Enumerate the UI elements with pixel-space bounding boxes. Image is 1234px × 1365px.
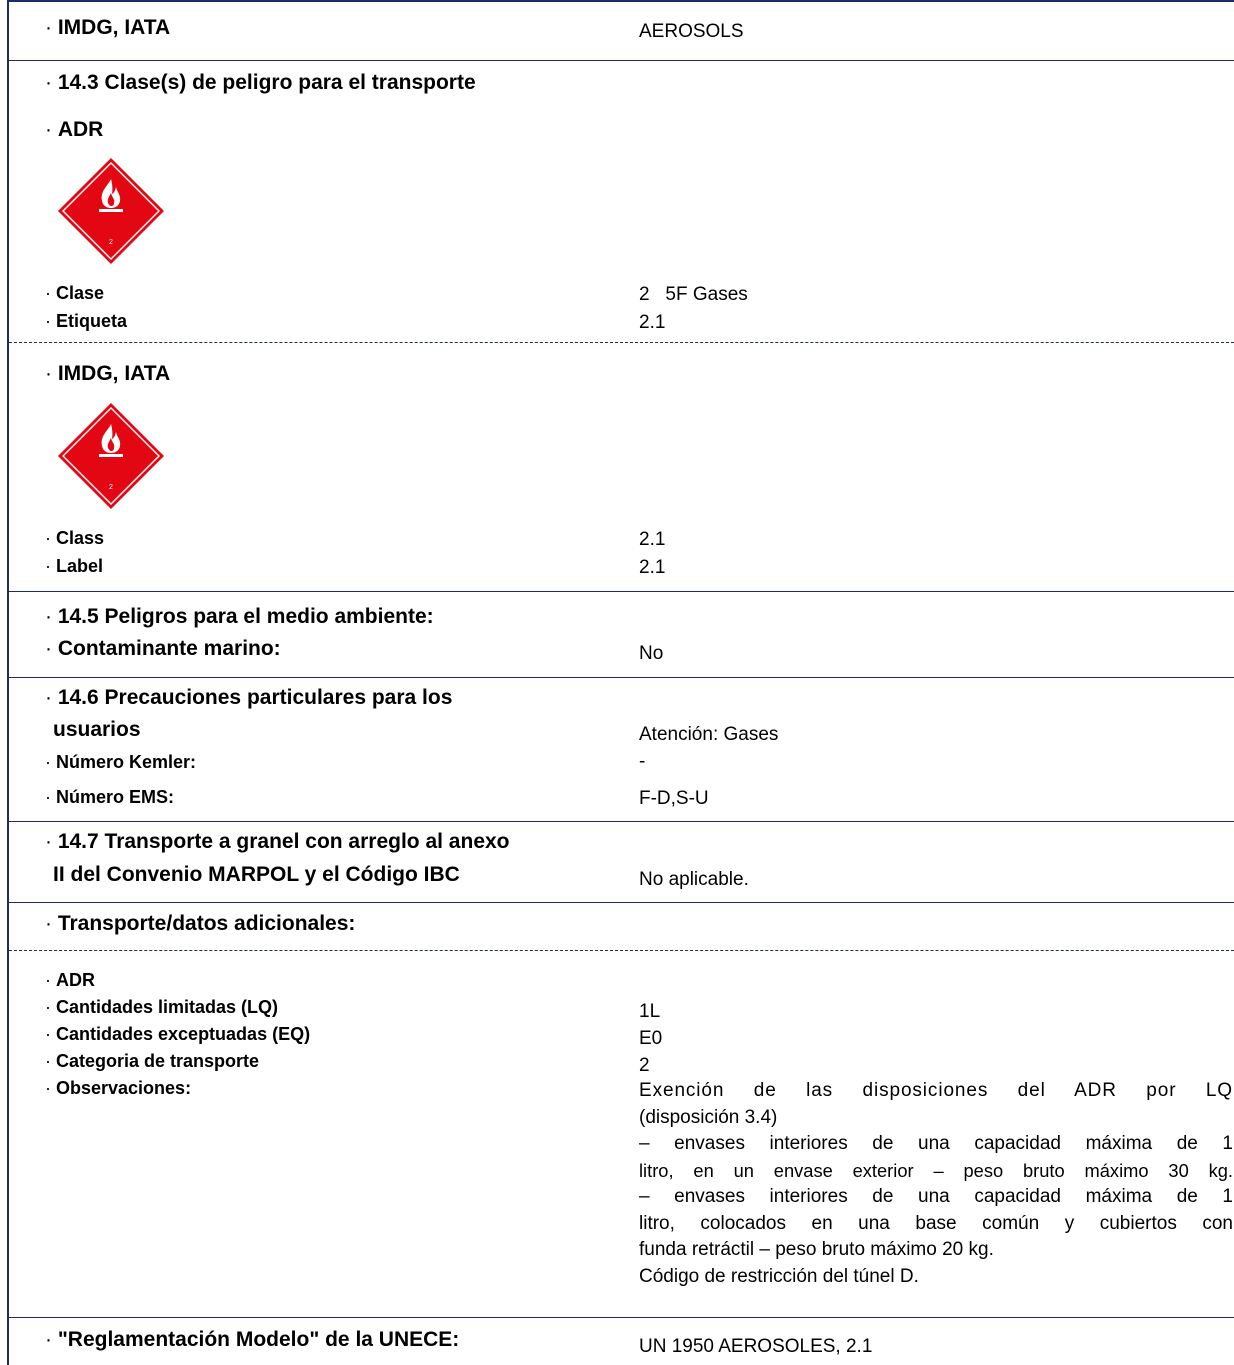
ems-value: F-D,S-U — [639, 788, 709, 809]
obs-line: (disposición 3.4) — [639, 1106, 778, 1128]
ems-label: · Número EMS: — [45, 787, 174, 808]
section-14-3-title: · 14.3 Clase(s) de peligro para el transporte — [45, 71, 476, 95]
divider — [9, 902, 1234, 903]
lq-label: · Cantidades limitadas (LQ) — [45, 997, 278, 1018]
divider — [9, 60, 1234, 61]
section-14-6-title-line2: usuarios — [53, 718, 141, 741]
obs-line: Exención de las disposiciones del ADR por LQ — [639, 1080, 1233, 1101]
imdg-iata-name-value: AEROSOLS — [639, 21, 744, 42]
adr-tag-label: · Etiqueta — [45, 311, 127, 332]
imdg-iata-label: · IMDG, IATA — [45, 362, 170, 386]
additional-title: · Transporte/datos adicionales: — [45, 912, 355, 936]
divider — [9, 591, 1234, 592]
imdg-tag-value: 2.1 — [639, 557, 666, 578]
marine-value: No — [639, 643, 664, 664]
pictogram-number: 2 — [109, 484, 113, 491]
section-14-7-title: · 14.7 Transporte a granel con arreglo al anexo — [45, 830, 510, 854]
adr-tag-value: 2.1 — [639, 312, 666, 333]
obs-line: Código de restricción del túnel D. — [639, 1265, 919, 1287]
obs-line: – envases interiores de una capacidad máxima de 1 — [639, 1186, 1233, 1207]
category-label: · Categoria de transporte — [45, 1051, 259, 1072]
obs-line: litro, colocados en una base común y cubiertos con — [639, 1212, 1233, 1234]
kemler-value: - — [639, 751, 646, 772]
category-value: 2 — [639, 1055, 650, 1076]
imdg-tag-label: · Label — [45, 556, 103, 577]
adr-class-label: · Clase — [45, 283, 104, 304]
obs-line: funda retráctil – peso bruto máximo 20 kg. — [639, 1239, 994, 1260]
kemler-label: · Número Kemler: — [45, 752, 196, 773]
marpol-value: No aplicable. — [639, 869, 749, 890]
imdg-iata-name-label: · IMDG, IATA — [45, 16, 170, 40]
additional-adr-label: · ADR — [45, 970, 95, 991]
precautions-value: Atención: Gases — [639, 724, 779, 745]
eq-label: · Cantidades exceptuadas (EQ) — [45, 1024, 310, 1045]
eq-value: E0 — [639, 1028, 663, 1049]
unece-label: · "Reglamentación Modelo" de la UNECE: — [45, 1328, 459, 1352]
unece-value: UN 1950 AEROSOLES, 2.1 — [639, 1336, 873, 1357]
marine-label: · Contaminante marino: — [45, 637, 281, 661]
imdg-class-label: · Class — [45, 528, 104, 549]
divider — [9, 677, 1234, 678]
imdg-class-value: 2.1 — [639, 529, 666, 550]
observations-text — [639, 1078, 1233, 1290]
dashed-divider — [9, 342, 1234, 343]
flammable-gas-diamond-icon — [57, 157, 165, 265]
obs-line: – envases interiores de una capacidad máxima de 1 — [639, 1133, 1233, 1154]
pictogram-number: 2 — [109, 239, 113, 246]
divider — [9, 1317, 1234, 1318]
adr-label: · ADR — [45, 118, 103, 142]
lq-value: 1L — [639, 1001, 661, 1022]
obs-line: litro, en un envase exterior – peso bruto máximo 30 kg. — [639, 1159, 1233, 1181]
section-14-5-title: · 14.5 Peligros para el medio ambiente: — [45, 605, 434, 629]
flammable-gas-diamond-icon — [57, 402, 165, 510]
dashed-divider — [9, 950, 1234, 951]
section-14-6-title: · 14.6 Precauciones particulares para los — [45, 686, 452, 710]
divider — [9, 821, 1234, 822]
section-14-7-title-line2: II del Convenio MARPOL y el Código IBC — [53, 863, 460, 886]
observations-label: · Observaciones: — [45, 1078, 191, 1099]
adr-class-value: 2 5F Gases — [639, 284, 748, 305]
